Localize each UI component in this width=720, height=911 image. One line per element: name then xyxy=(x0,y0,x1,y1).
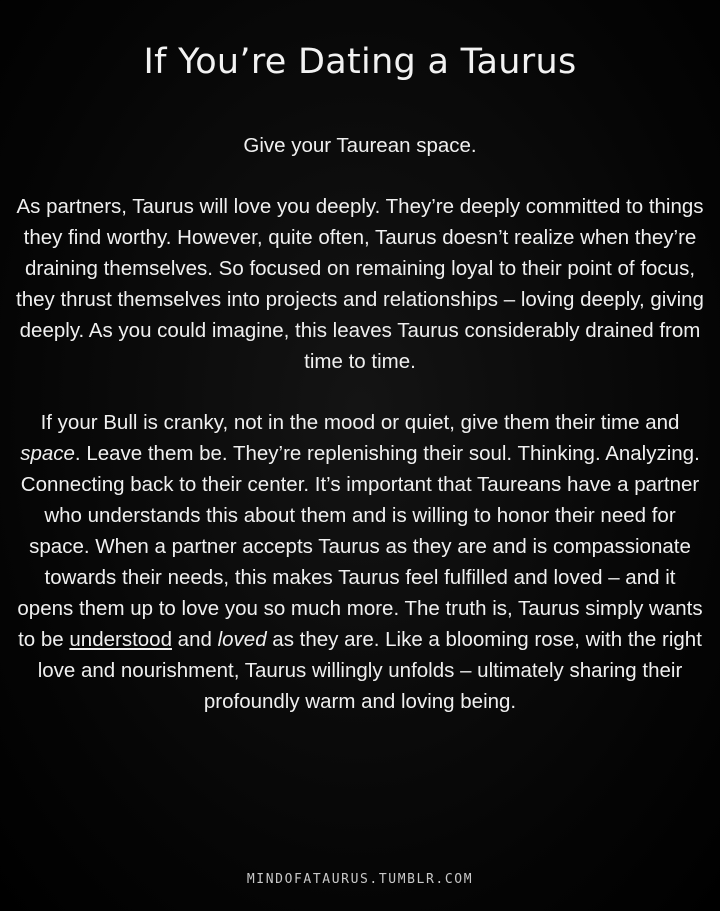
paragraph2-part1: If your Bull is cranky, not in the mood or quiet, give them their time and xyxy=(40,411,680,434)
body-paragraph-1: As partners, Taurus will love you deeply. They’re deeply committed to things they find worthy. However, quite often, Taurus doesn’t realize when they’re draining themselves. So focused on remaining loyal to their point of focus, they thrust themselves into projects and relationships – loving deeply, giving deeply. As you could imagine, this leaves Taurus considerably drained from time to time. xyxy=(16,195,704,373)
page-title: If You’re Dating a Taurus xyxy=(143,42,577,82)
paragraph2-part2: . Leave them be. They’re replenishing their soul. Thinking. Analyzing. Connecting back to their center. It’s important that Taureans have a partner who understands this about them and is willing to honor their need for space. When a partner accepts Taurus as they are and is compassionate towards their needs, this makes Taurus feel fulfilled and loved – and it opens them up to love you so much more. The truth is, Taurus simply wants to be xyxy=(17,442,703,651)
paragraph2-emphasis-loved: loved xyxy=(217,628,267,651)
paragraph2-emphasis-space: space xyxy=(20,442,75,465)
paragraph2-part4: as they are. Like a blooming rose, with the right love and nourishment, Taurus willingly unfolds – ultimately sharing their profoundly warm and loving being. xyxy=(37,628,702,713)
body-paragraph-2 xyxy=(15,407,705,717)
paragraph2-underline-understood: understood xyxy=(69,628,172,651)
paragraph2-part3: and xyxy=(171,628,218,651)
source-attribution: MINDOFATAURUS.TUMBLR.COM xyxy=(246,872,474,887)
intro-paragraph: Give your Taurean space. xyxy=(243,134,477,157)
